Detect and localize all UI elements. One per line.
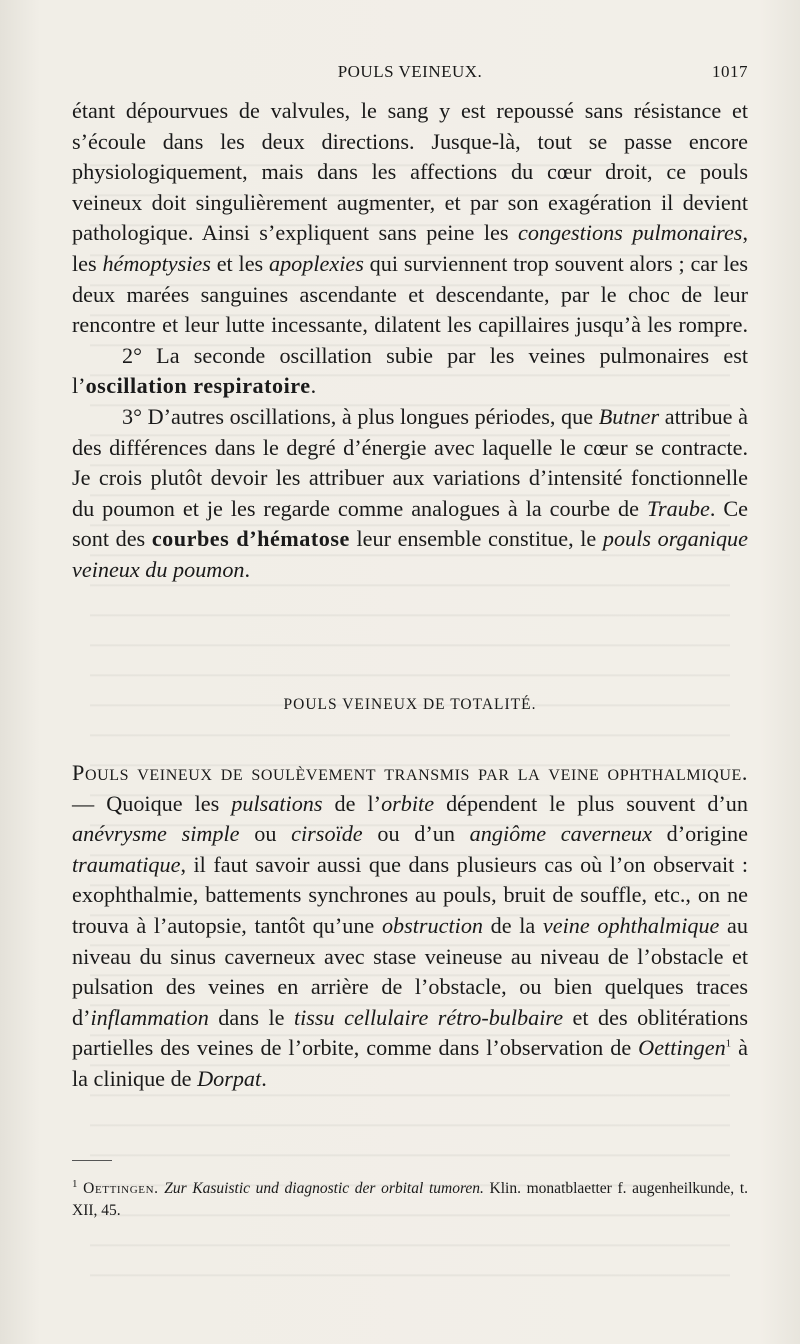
page-number: 1017 (712, 62, 748, 81)
section-heading: POULS VEINEUX DE TOTALITÉ. (283, 696, 537, 713)
paragraph-1 (72, 96, 748, 341)
italic-term: hémoptysies (102, 250, 211, 276)
text-run: de l’ (322, 790, 382, 816)
italic-term: pouls organique veineux du poumon (72, 526, 748, 582)
bold-term: courbes d’hématose (151, 526, 350, 552)
italic-term: Dorpat (197, 1065, 262, 1091)
footnote-title: Zur Kasuistic und diagnostic der orbital tumoren. (164, 1180, 484, 1197)
italic-term: orbite (381, 790, 435, 816)
running-header (72, 60, 748, 88)
text-run: ou (239, 821, 292, 847)
running-title: POULS VEINEUX. (337, 62, 483, 81)
footnote-reference[interactable]: 1 (725, 1037, 732, 1050)
text-run: étant dépourvues de valvules, le sang y est repoussé sans résistance et s’écoule dans les deux directions. Jusque-là, tout se passe encore physiologiquement, mais dans les affections du cœur droit, ce pouls veineux doit singulièrement augmenter, et par son exagération il devient pathologique. Ainsi s’expliquent sans peine les (72, 98, 748, 246)
text-run: au niveau du sinus caverneux avec stase veineuse au niveau de l’obstacle et pulsation des veines en arrière de l’obstacle, ou bien quelques traces d’ (72, 912, 748, 1030)
bold-term: oscillation respiratoire (85, 373, 311, 399)
main-text (72, 96, 748, 586)
footnote-marker: 1 (72, 1177, 78, 1190)
italic-term: inflammation (90, 1004, 209, 1030)
text-run: d’origine (651, 821, 748, 847)
italic-term: cirsoïde (291, 821, 363, 847)
text-run: qui surviennent trop souvent alors ; car les deux marées sanguines ascendante et descendante, par le choc de leur rencontre et leur lutte incessante, dilatent les capillaires jusqu’à les rompre. (72, 250, 748, 338)
footnote-citation: Klin. monatblaetter f. augenheilkunde, t. XII, 45. (72, 1180, 749, 1219)
italic-term: veine ophthalmique (542, 912, 720, 938)
italic-term: traumatique (72, 851, 181, 877)
small-caps-heading: Pouls veineux de soulèvement transmis par la veine ophthalmique. (72, 760, 748, 785)
footnote-author: Oettingen. (83, 1180, 159, 1197)
italic-term: Oettingen (638, 1035, 726, 1061)
paragraph-4 (72, 758, 748, 1095)
text-run: , les (72, 220, 748, 276)
text-run: à la clinique de (72, 1035, 748, 1091)
paragraph-2 (72, 341, 748, 402)
text-run: . Ce sont des (72, 495, 748, 552)
text-run: et des oblitérations partielles des veines de l’orbite, comme dans l’observation de (72, 1004, 748, 1061)
text-run: . (310, 373, 317, 399)
text-run: . (261, 1065, 267, 1091)
italic-term: apoplexies (268, 250, 364, 276)
italic-term: tissu cellulaire rétro-bulbaire (293, 1004, 564, 1030)
text-run: . (244, 556, 251, 582)
paragraph-3 (72, 402, 748, 586)
text-run: de la (483, 912, 543, 938)
section-text (72, 758, 748, 1095)
text-run: et les (210, 250, 269, 276)
text-run: leur ensemble constitue, le (349, 526, 603, 552)
footnote-divider (72, 1160, 112, 1161)
italic-term: obstruction (381, 912, 484, 938)
text-run: dans le (208, 1004, 294, 1030)
italic-term: angiôme caverneux (469, 821, 652, 847)
text-run: — Quoique les (72, 790, 232, 816)
text-run: ou d’un (362, 821, 470, 847)
italic-term: pulsations (231, 790, 323, 816)
text-run: attribue à des différences dans le degré d’énergie avec laquelle le cœur se contracte. Je crois plutôt devoir les attribuer aux variations d’intensité fonctionnelle du poumon et je les regarde comme analogues à la courbe de (72, 403, 748, 521)
text-run: 2° La seconde oscillation subie par les veines pulmonaires est l’ (72, 342, 748, 399)
italic-term: Butner (598, 403, 660, 429)
italic-term: congestions pulmonaires (518, 220, 743, 246)
text-run: dépendent le plus souvent d’un (434, 790, 748, 816)
text-run: , il faut savoir aussi que dans plusieurs cas où l’on observait : exophthalmie, battements synchrones au pouls, bruit de souffle, etc., on ne trouva à l’autopsie, tantôt qu’une (72, 851, 748, 938)
italic-term: Traube (646, 495, 710, 521)
footnote (72, 1178, 748, 1222)
text-run: 3° D’autres oscillations, à plus longues périodes, que (122, 403, 599, 429)
italic-term: anévrysme simple (72, 821, 240, 847)
